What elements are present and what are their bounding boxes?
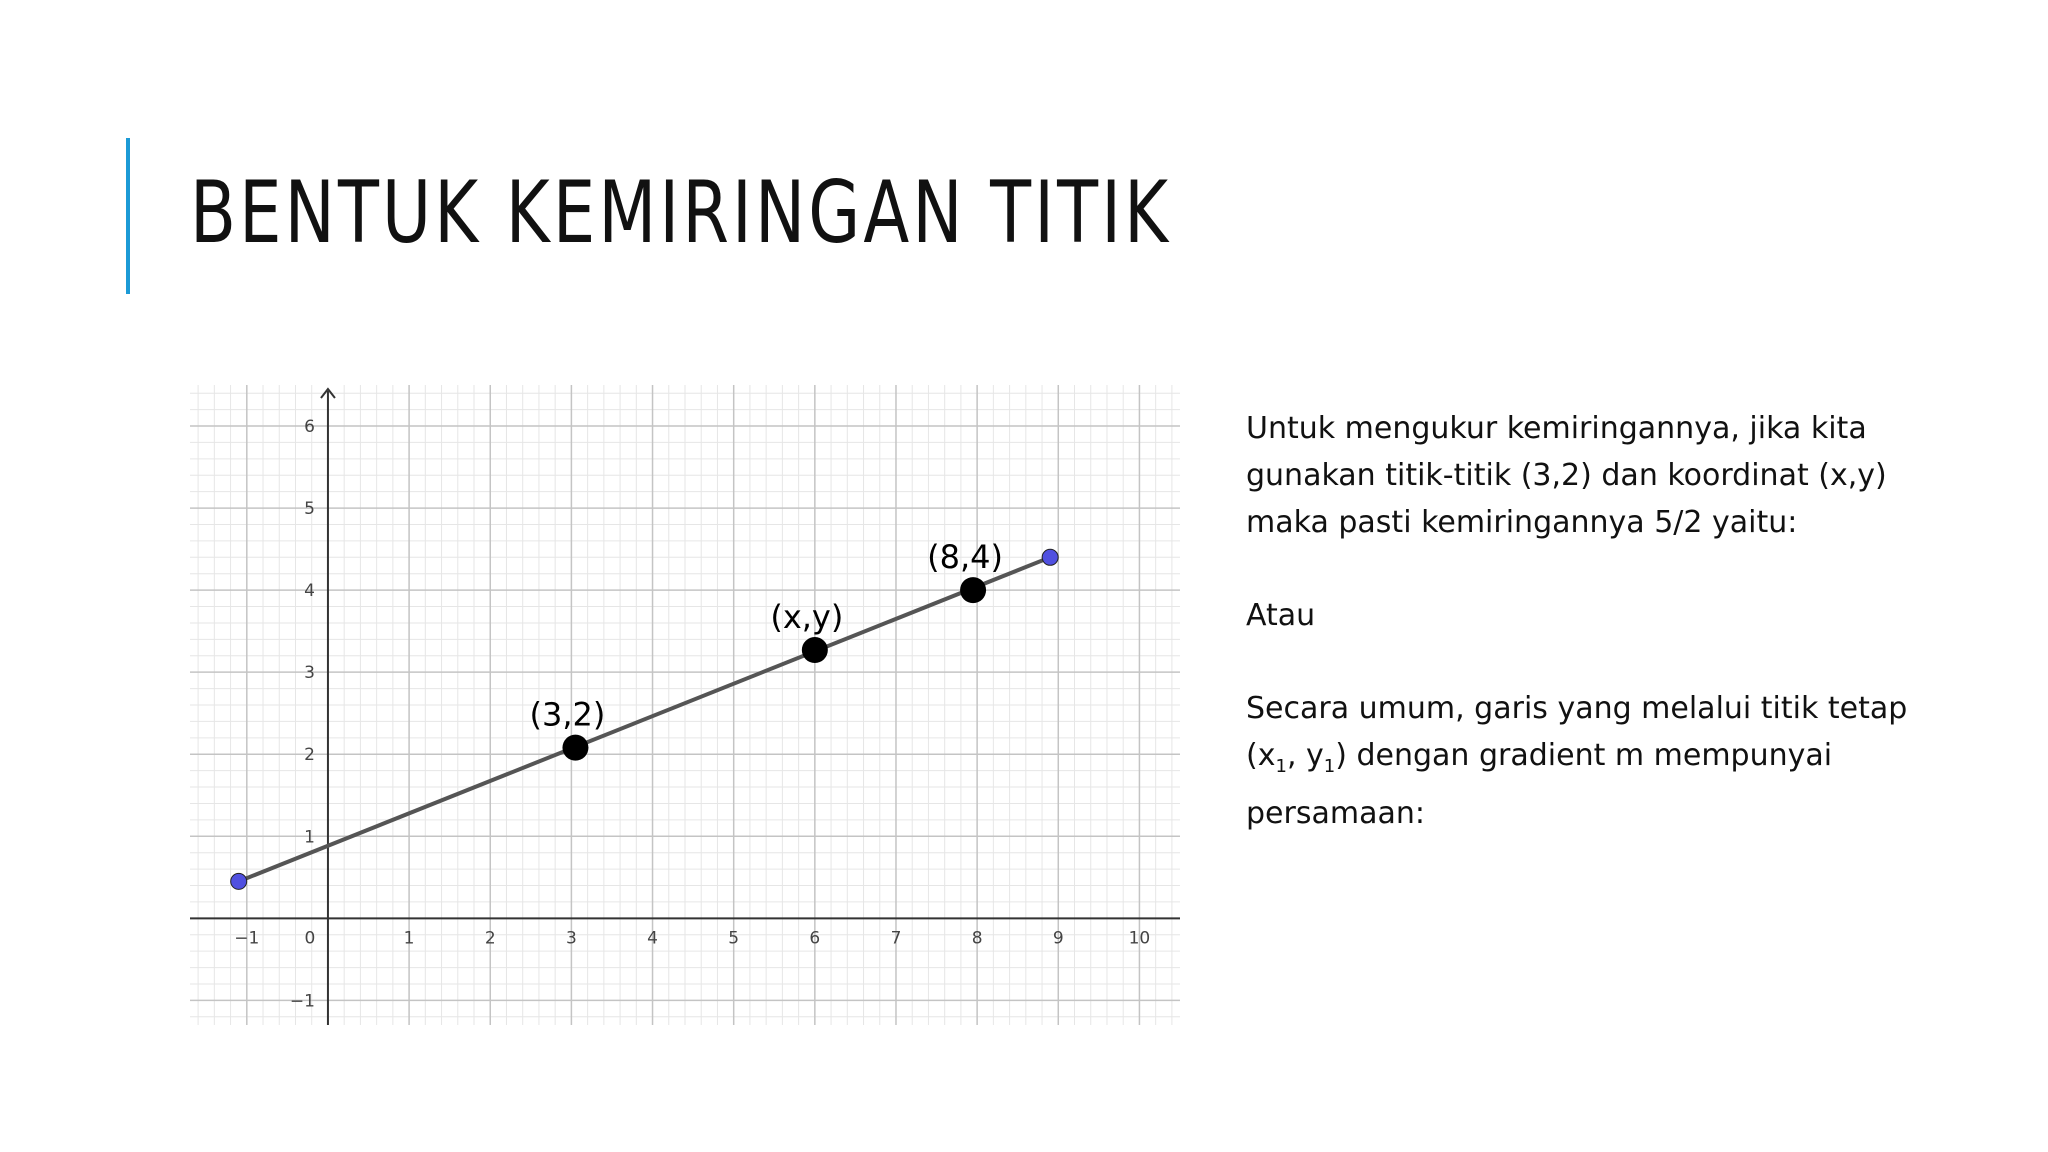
- x-tick-label: 7: [890, 928, 902, 949]
- graph-svg: [190, 385, 1180, 1025]
- labeled-point: [562, 735, 588, 761]
- y-tick-label: −1: [289, 991, 315, 1012]
- y1-base: y: [1306, 738, 1324, 773]
- y-tick-label: 6: [304, 417, 315, 438]
- general-form-end: persamaan:: [1246, 796, 1425, 831]
- labeled-point: [802, 637, 828, 663]
- general-form-intro: Secara umum, garis yang melalui titik tetap: [1246, 691, 1908, 726]
- y-tick-label: 3: [304, 663, 315, 684]
- x-tick-label: 3: [565, 928, 577, 949]
- y-tick-label: 1: [304, 827, 315, 848]
- x-tick-label: 5: [728, 928, 740, 949]
- x-tick-label: 8: [971, 928, 983, 949]
- y1-subscript: 1: [1323, 756, 1336, 777]
- paragraph-general-form: Secara umum, garis yang melalui titik tetap ($x_1$, $y_1$) dengan gradient m mempunyai persamaan:: [1246, 691, 1908, 831]
- x-tick-label: 4: [647, 928, 658, 949]
- line-endpoint: [231, 873, 247, 889]
- labeled-point: [960, 577, 986, 603]
- point-label: (8,4): [927, 538, 1004, 577]
- title-accent-bar: [126, 138, 130, 294]
- explanation-text: [1246, 405, 1946, 837]
- x-tick-label: −1: [234, 928, 260, 949]
- point-label: (x,y): [770, 598, 844, 637]
- coordinate-graph: [190, 385, 1180, 1025]
- slide-title: BENTUK KEMIRINGAN TITIK: [190, 163, 1172, 263]
- x-tick-label: 9: [1052, 928, 1064, 949]
- x1-subscript: 1: [1275, 756, 1287, 777]
- x-tick-label: 6: [809, 928, 821, 949]
- line-endpoint: [1042, 549, 1058, 565]
- paragraph-atau: Atau: [1246, 598, 1316, 633]
- y-tick-label: 5: [304, 499, 315, 520]
- general-form-rest: dengan gradient m mempunyai: [1346, 738, 1833, 773]
- paragraph-slope-intro: Untuk mengukur kemiringannya, jika kita gunakan titik-titik (3,2) dan koordinat (x,y) maka pasti kemiringannya 5/2 yaitu:: [1246, 411, 1887, 540]
- x1-base: x: [1257, 738, 1276, 773]
- x-tick-label: 1: [403, 928, 415, 949]
- y-tick-label: 4: [304, 581, 315, 602]
- point-label: (3,2): [529, 695, 606, 734]
- x-tick-label: 0: [304, 928, 316, 949]
- y-tick-label: 2: [304, 745, 315, 766]
- x-tick-label: 10: [1128, 928, 1151, 949]
- x-tick-label: 2: [484, 928, 496, 949]
- coord-separator: ,: [1286, 738, 1307, 773]
